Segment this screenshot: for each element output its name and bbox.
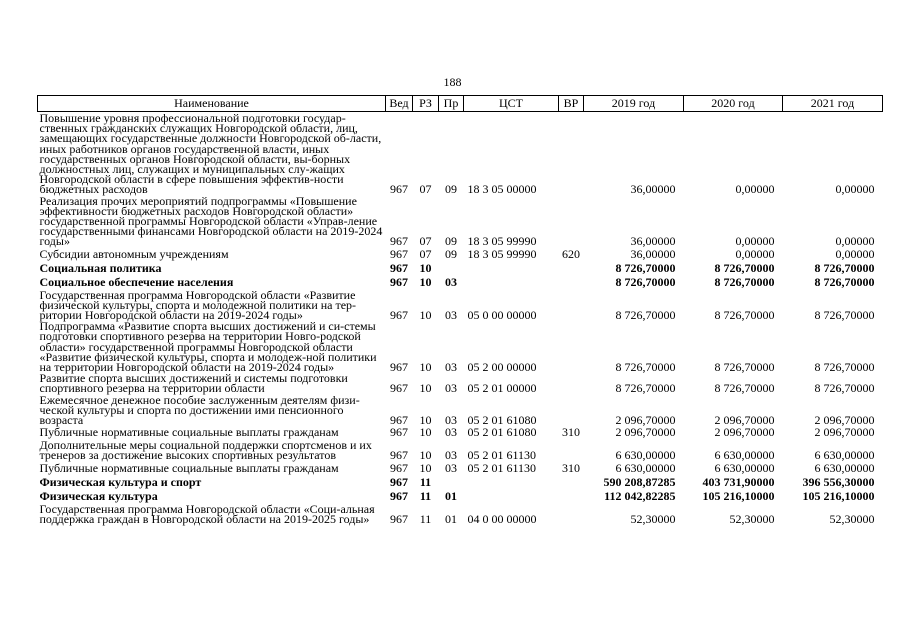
table-row <box>38 503 883 524</box>
row-rz: 07 <box>419 246 432 261</box>
row-amount-2021: 6 630,00000 <box>814 460 875 475</box>
row-ved: 967 <box>390 246 408 261</box>
row-name: Государственная программа Новгородской области «Развитие физической культуры, спорта и молодежной политики на тер-ритории Новгородской области на 2019-2024 годы» <box>39 287 357 323</box>
row-ved: 967 <box>390 307 408 322</box>
row-cst: 05 2 01 61130 <box>467 448 537 463</box>
budget-table <box>37 95 883 524</box>
row-rz: 10 <box>419 307 432 322</box>
row-cst: 05 0 00 00000 <box>467 307 537 322</box>
row-name: Публичные нормативные социальные выплаты гражданам <box>39 425 339 440</box>
row-amount-2021: 6 630,00000 <box>814 448 875 463</box>
row-ved: 967 <box>390 511 408 526</box>
row-vr <box>559 320 584 372</box>
row-amount-2021: 2 096,70000 <box>814 412 875 427</box>
row-name: Подпрограмма «Развитие спорта высших достижений и си-стемы подготовки спортивного резерва на территории Новго-родской области» государственной программы Новгородской области «Развитие физической культуры, спорта и молодеж-ной политики на территории Новгородской области на 2019-2024 годы» <box>39 319 377 375</box>
row-amount-2020: 403 731,90000 <box>702 474 775 489</box>
row-pr: 09 <box>445 234 457 249</box>
row-vr: 310 <box>562 460 580 475</box>
row-amount-2019: 36,00000 <box>630 234 676 249</box>
row-cst: 05 2 01 61080 <box>467 425 537 440</box>
row-amount-2020: 6 630,00000 <box>714 448 775 463</box>
row-name: Физическая культура <box>39 488 158 503</box>
table-row <box>38 247 883 261</box>
row-amount-2021: 0,00000 <box>835 182 875 197</box>
row-ved: 967 <box>390 359 408 374</box>
row-cst: 18 3 05 99990 <box>467 246 537 261</box>
row-amount-2020: 6 630,00000 <box>714 460 775 475</box>
row-vr <box>559 489 584 503</box>
table-row <box>38 320 883 372</box>
row-cst: 18 3 05 99990 <box>467 234 537 249</box>
row-name: Физическая культура и спорт <box>39 474 202 489</box>
row-ved: 967 <box>390 425 408 440</box>
row-pr: 03 <box>445 425 457 440</box>
table-row <box>38 195 883 247</box>
row-cst: 05 2 01 61080 <box>467 412 537 427</box>
row-name: Развитие спорта высших достижений и системы подготовки спортивного резерва на территории области <box>39 371 348 396</box>
row-amount-2020: 8 726,70000 <box>714 307 775 322</box>
row-amount-2020: 8 726,70000 <box>714 274 775 289</box>
column-header-rz: РЗ <box>413 96 439 112</box>
row-amount-2020: 8 726,70000 <box>714 381 775 396</box>
row-name: Повышение уровня профессиональной подготовки государ-ственных гражданских служащих Новгородской области, лиц, замещающих государственные должности Новгородской об-ласти, иных работников органов государственной власти, иных государственных органов Новгородской области, вы-борных должностных лиц, служащих и муниципальных слу-жащих Новгородской области в сфере повышения эффектив-ности бюджетных расходов <box>39 111 382 197</box>
row-amount-2020: 2 096,70000 <box>714 412 775 427</box>
row-amount-2019: 112 042,82285 <box>604 488 676 503</box>
row-amount-2021: 8 726,70000 <box>814 359 875 374</box>
row-amount-2019: 6 630,00000 <box>615 448 676 463</box>
row-rz: 11 <box>419 474 432 489</box>
row-cst <box>464 475 559 489</box>
row-amount-2019: 52,30000 <box>630 511 676 526</box>
table-row <box>38 275 883 289</box>
row-rz: 10 <box>419 448 432 463</box>
row-amount-2020: 8 726,70000 <box>714 260 775 275</box>
table-row <box>38 394 883 426</box>
row-cst: 05 2 00 00000 <box>467 359 537 374</box>
row-vr <box>559 503 584 524</box>
row-ved: 967 <box>390 488 408 503</box>
row-amount-2020: 0,00000 <box>735 182 775 197</box>
row-pr <box>439 261 464 275</box>
row-pr: 03 <box>445 460 457 475</box>
row-vr <box>559 439 584 460</box>
row-amount-2019: 2 096,70000 <box>615 425 676 440</box>
table-row <box>38 112 883 195</box>
table-row <box>38 425 883 439</box>
row-pr: 01 <box>445 511 457 526</box>
row-rz: 10 <box>419 359 432 374</box>
table-row <box>38 372 883 393</box>
row-amount-2019: 36,00000 <box>630 182 676 197</box>
row-rz: 07 <box>419 234 432 249</box>
row-rz: 10 <box>419 260 432 275</box>
row-amount-2021: 52,30000 <box>829 511 875 526</box>
table-body <box>38 112 883 525</box>
row-amount-2021: 396 556,30000 <box>802 474 875 489</box>
row-pr <box>439 475 464 489</box>
row-amount-2020: 52,30000 <box>729 511 775 526</box>
row-vr: 310 <box>562 425 580 440</box>
row-cst: 05 2 01 61130 <box>467 460 537 475</box>
row-vr: 620 <box>562 246 580 261</box>
table-row <box>38 261 883 275</box>
row-vr <box>559 475 584 489</box>
column-header-2020: 2020 год <box>684 96 783 112</box>
row-amount-2019: 6 630,00000 <box>615 460 676 475</box>
table-row <box>38 461 883 475</box>
row-vr <box>559 372 584 393</box>
row-rz: 07 <box>419 182 432 197</box>
row-rz: 10 <box>419 274 432 289</box>
row-amount-2021: 0,00000 <box>835 234 875 249</box>
row-amount-2021: 105 216,10000 <box>802 488 875 503</box>
row-ved: 967 <box>390 260 408 275</box>
row-name: Социальное обеспечение населения <box>39 274 234 289</box>
row-ved: 967 <box>390 182 408 197</box>
row-cst: 18 3 05 00000 <box>467 182 537 197</box>
row-amount-2019: 8 726,70000 <box>615 307 676 322</box>
column-header-pr: Пр <box>439 96 464 112</box>
row-pr: 01 <box>445 488 457 503</box>
row-pr: 09 <box>445 182 457 197</box>
table-header <box>38 96 883 112</box>
row-pr: 09 <box>445 246 457 261</box>
row-pr: 03 <box>445 307 457 322</box>
row-vr <box>559 112 584 195</box>
column-header-cst: ЦСТ <box>464 96 559 112</box>
row-amount-2019: 590 208,87285 <box>603 474 676 489</box>
row-vr <box>559 261 584 275</box>
row-ved: 967 <box>390 448 408 463</box>
row-vr <box>559 289 584 321</box>
row-amount-2020: 8 726,70000 <box>714 359 775 374</box>
row-pr: 03 <box>445 412 457 427</box>
row-vr <box>559 275 584 289</box>
row-cst: 05 2 01 00000 <box>467 381 537 396</box>
row-ved: 967 <box>390 460 408 475</box>
row-cst <box>464 489 559 503</box>
column-header-vr: ВР <box>559 96 584 112</box>
row-amount-2021: 8 726,70000 <box>814 381 875 396</box>
row-amount-2020: 2 096,70000 <box>714 425 775 440</box>
row-ved: 967 <box>390 381 408 396</box>
row-cst: 04 0 00 00000 <box>467 511 537 526</box>
row-amount-2021: 8 726,70000 <box>814 274 875 289</box>
row-ved: 967 <box>390 234 408 249</box>
row-pr: 03 <box>445 381 457 396</box>
row-name: Субсидии автономным учреждениям <box>39 246 229 261</box>
table-row <box>38 475 883 489</box>
column-header-ved: Вед <box>386 96 413 112</box>
row-name: Социальная политика <box>39 260 162 275</box>
page-number: 188 <box>443 75 462 89</box>
row-pr: 03 <box>445 274 457 289</box>
row-amount-2019: 2 096,70000 <box>615 412 676 427</box>
row-amount-2019: 8 726,70000 <box>615 274 676 289</box>
row-cst <box>464 275 559 289</box>
row-amount-2019: 8 726,70000 <box>615 359 676 374</box>
row-rz: 10 <box>419 412 432 427</box>
row-rz: 10 <box>419 425 432 440</box>
row-name: Государственная программа Новгородской области «Соци-альная поддержка граждан в Новгородской области на 2019-2025 годы» <box>39 501 375 526</box>
row-rz: 11 <box>419 488 432 503</box>
row-rz: 11 <box>419 511 432 526</box>
row-ved: 967 <box>390 412 408 427</box>
row-amount-2021: 8 726,70000 <box>814 260 875 275</box>
row-name: Публичные нормативные социальные выплаты гражданам <box>39 460 339 475</box>
column-header-2019: 2019 год <box>584 96 684 112</box>
row-amount-2020: 0,00000 <box>735 234 775 249</box>
row-amount-2019: 8 726,70000 <box>615 381 676 396</box>
table-row <box>38 489 883 503</box>
row-amount-2021: 8 726,70000 <box>814 307 875 322</box>
row-name: Дополнительные меры социальной поддержки спортсменов и их тренеров за достижение высоких спортивных результатов <box>39 438 372 463</box>
row-amount-2021: 0,00000 <box>835 246 875 261</box>
row-pr: 03 <box>445 448 457 463</box>
table-row <box>38 289 883 321</box>
row-rz: 10 <box>419 381 432 396</box>
row-amount-2021: 2 096,70000 <box>814 425 875 440</box>
row-name: Реализация прочих мероприятий подпрограммы «Повышение эффективности бюджетных расходов Новгородской области» государственной программы Новгородской области «Управ-ление государственными финансами Новгородской области на 2019-2024 годы» <box>39 193 383 249</box>
row-vr <box>559 394 584 426</box>
row-name: Ежемесячное денежное пособие заслуженным деятелям физи-ческой культуры и спорта по достижении ими пенсионного возраста <box>39 392 360 428</box>
row-ved: 967 <box>390 274 408 289</box>
row-vr <box>559 195 584 247</box>
row-rz: 10 <box>419 460 432 475</box>
row-amount-2020: 0,00000 <box>735 246 775 261</box>
row-ved: 967 <box>390 474 408 489</box>
row-pr: 03 <box>445 359 457 374</box>
column-header-name: Наименование <box>38 96 386 112</box>
table-row <box>38 439 883 460</box>
row-amount-2019: 8 726,70000 <box>615 260 676 275</box>
row-amount-2019: 36,00000 <box>630 246 676 261</box>
column-header-2021: 2021 год <box>783 96 883 112</box>
row-cst <box>464 261 559 275</box>
row-amount-2020: 105 216,10000 <box>702 488 775 503</box>
